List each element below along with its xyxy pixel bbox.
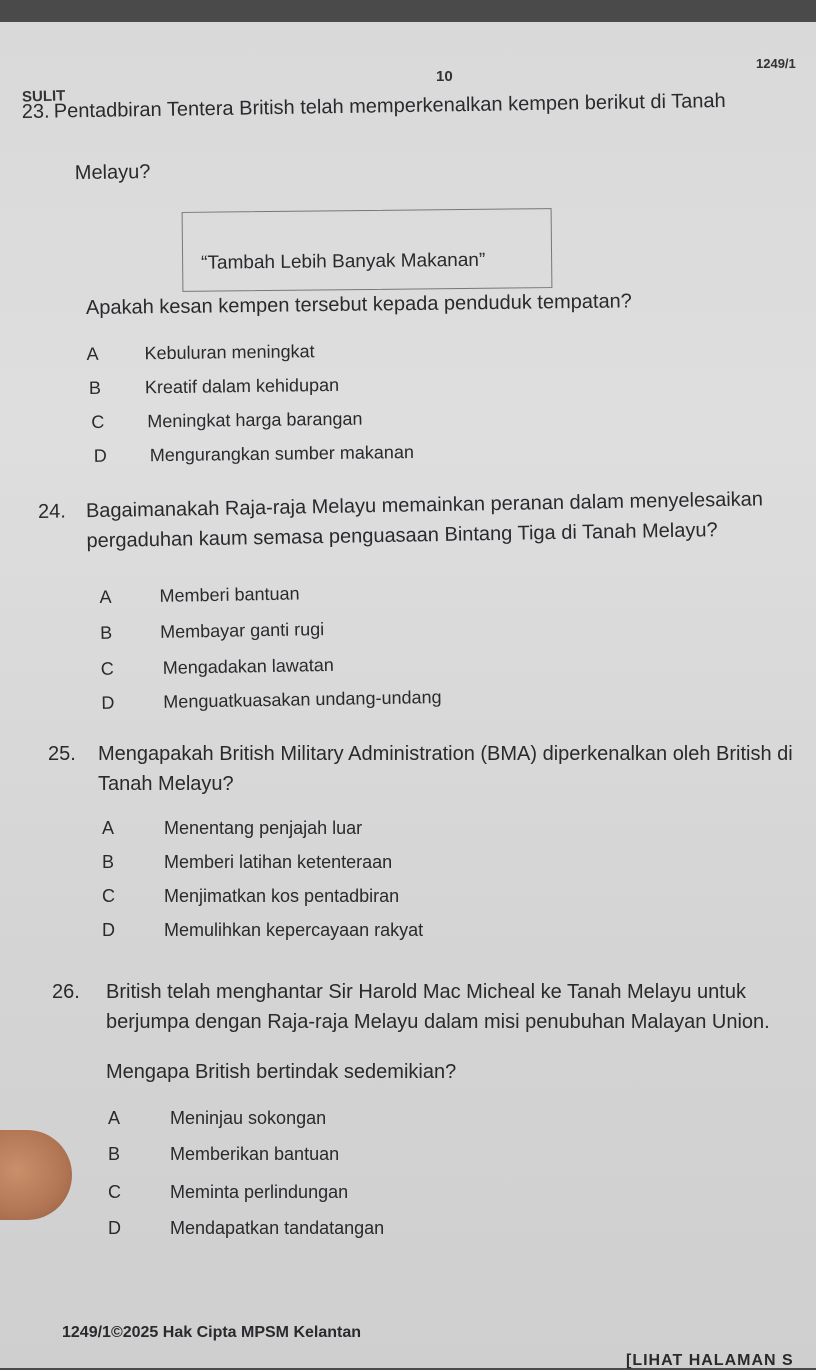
question-text-line-1: British telah menghantar Sir Harold Mac Micheal ke Tanah Melayu untuk — [106, 981, 746, 1003]
option-letter: B — [102, 852, 115, 872]
option-letter: D — [102, 920, 115, 940]
question-number: 26. — [52, 981, 80, 1003]
option-text: Mendapatkan tandatangan — [170, 1218, 385, 1238]
question-number: 25. — [48, 743, 76, 765]
question-text-line-1: Mengapakah British Military Administration (BMA) diperkenalkan oleh British di — [98, 743, 793, 765]
option-letter: C — [100, 658, 114, 679]
option-letter: A — [86, 343, 99, 364]
option-text: Mengurangkan sumber makanan — [149, 442, 415, 466]
option-letter: B — [99, 622, 113, 643]
option-text: Kreatif dalam kehidupan — [144, 374, 340, 398]
question-text-line-2: berjumpa dengan Raja-raja Melayu dalam misi penubuhan Malayan Union. — [106, 1011, 770, 1033]
question-prompt: Mengapa British bertindak sedemikian? — [106, 1061, 457, 1083]
question-number: 24. — [37, 500, 67, 523]
option-letter: B — [88, 377, 102, 398]
option-letter: C — [91, 411, 105, 432]
question-prompt: Apakah kesan kempen tersebut kepada penduduk tempatan? — [85, 290, 632, 319]
next-page-note: [LIHAT HALAMAN S — [626, 1352, 794, 1369]
option-text: Meningkat harga barangan — [147, 408, 363, 432]
option-letter: A — [108, 1108, 121, 1128]
question-text-line-1: Pentadbiran Tentera British telah memperkenalkan kempen berikut di Tanah — [53, 89, 726, 123]
option-text: Memberikan bantuan — [170, 1144, 340, 1164]
option-letter: D — [93, 445, 107, 466]
option-letter: C — [108, 1182, 121, 1202]
question-number: 23. — [21, 100, 50, 123]
option-letter: D — [101, 692, 115, 713]
exam-page — [0, 22, 816, 1368]
option-text: Kebuluran meningkat — [144, 341, 315, 364]
campaign-slogan: “Tambah Lebih Banyak Makanan” — [201, 249, 486, 274]
option-letter: D — [108, 1218, 121, 1238]
finger-shape — [0, 1130, 72, 1220]
question-text-line-1: Bagaimanakah Raja-raja Melayu memainkan peranan dalam menyelesaikan — [85, 488, 764, 523]
option-letter: B — [108, 1144, 121, 1164]
option-letter: A — [99, 586, 112, 607]
question-text-line-2: Melayu? — [74, 160, 151, 185]
paper-code: 1249/1 — [756, 56, 796, 71]
option-text: Meninjau sokongan — [170, 1108, 327, 1128]
option-text: Menjimatkan kos pentadbiran — [164, 886, 400, 906]
question-text-line-2: pergaduhan kaum semasa penguasaan Bintang Tiga di Tanah Melayu? — [86, 519, 718, 553]
option-text: Memberi bantuan — [159, 583, 300, 606]
option-letter: C — [102, 886, 115, 906]
option-text: Menguatkuasakan undang-undang — [163, 686, 442, 712]
campaign-box — [182, 208, 553, 292]
sulit-label: SULIT — [21, 87, 66, 106]
option-text: Memulihkan kepercayaan rakyat — [164, 920, 424, 940]
copyright-footer: 1249/1©2025 Hak Cipta MPSM Kelantan — [62, 1324, 362, 1341]
page-number: 10 — [436, 68, 453, 85]
option-text: Membayar ganti rugi — [159, 619, 325, 642]
question-text-line-2: Tanah Melayu? — [98, 773, 234, 795]
option-text: Menentang penjajah luar — [164, 818, 363, 838]
option-text: Mengadakan lawatan — [162, 654, 335, 678]
option-text: Meminta perlindungan — [170, 1182, 349, 1202]
option-text: Memberi latihan ketenteraan — [164, 852, 393, 872]
option-letter: A — [102, 818, 115, 838]
